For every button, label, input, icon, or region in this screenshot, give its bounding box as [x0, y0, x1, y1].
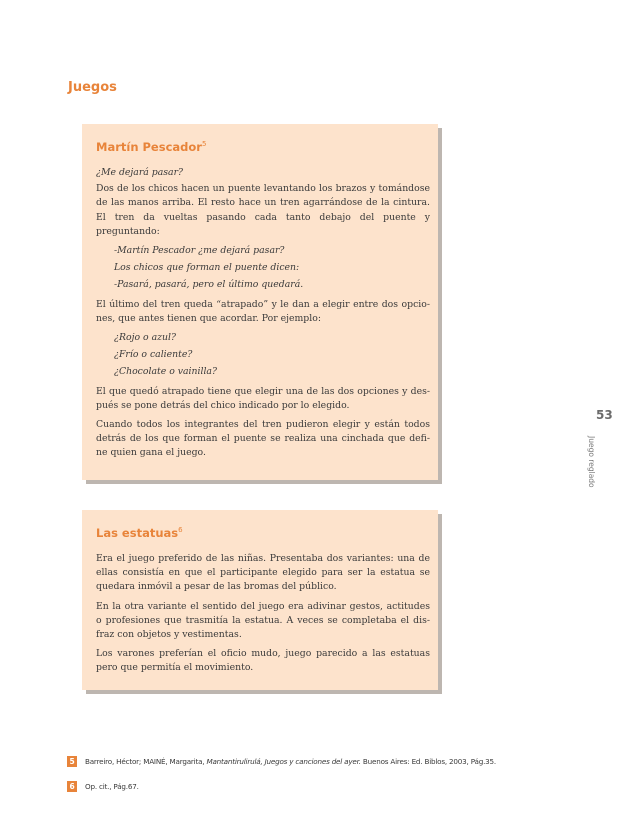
game-box-las-estatuas	[82, 510, 438, 690]
box-title	[96, 526, 438, 540]
paragraph: Cuando todos los integrantes del tren pudieron elegir y están todos detrás de los que forman el puente se realiza una cinchada que defi-ne quien gana el juego.	[96, 419, 430, 459]
box-title	[96, 140, 438, 154]
box-title-text: Las estatuas	[96, 526, 179, 540]
paragraph: El que quedó atrapado tiene que elegir una de las dos opciones y des-pués se pone detrás del chico indicado por lo elegido.	[96, 385, 430, 411]
footnote	[68, 781, 139, 792]
footnote-number: 6	[67, 781, 77, 792]
footnote	[68, 756, 496, 767]
option-line: ¿Rojo o azul?	[114, 332, 176, 344]
option-line: ¿Frío o caliente?	[114, 349, 193, 361]
paragraph: Dos de los chicos hacen un puente levantando los brazos y tomándose de las manos arriba. El resto hace un tren agarrándose de la cintura. El tren da vueltas pasando cada tanto debajo del puente y preguntando:	[96, 183, 430, 237]
footnote-italic-title: Mantantirulirulá, Juegos y canciones del ayer.	[206, 757, 361, 766]
paragraph: Los varones preferían el oficio mudo, juego parecido a las estatuas pero que permitía el movimiento.	[96, 648, 430, 674]
box-title-text: Martín Pescador	[96, 140, 202, 154]
paragraph: En la otra variante el sentido del juego era adivinar gestos, actitudes o profesiones que trasmitía la estatua. A veces se completaba el dis-fraz con objetos y vestimentas.	[96, 600, 430, 641]
box-subtitle-question: ¿Me dejará pasar?	[96, 167, 184, 178]
footnote-number: 5	[67, 756, 77, 767]
paragraph: Era el juego preferido de las niñas. Presentaba dos variantes: una de ellas consistía en que el participante elegido para ser la estatua se quedara inmóvil a pesar de las bromas del público.	[96, 553, 430, 593]
game-box-martin-pescador	[82, 124, 438, 480]
footnote-text: Op. cit., Pág.67.	[85, 782, 139, 791]
footnote-text-end: Buenos Aires: Ed. Biblos, 2003, Pág.35.	[360, 757, 497, 766]
options-group	[96, 331, 438, 380]
footnote-ref: 6	[178, 526, 183, 535]
footnote-text: Barreiro, Héctor; MAINÉ, Margarita,	[85, 757, 207, 766]
dialog-group	[96, 244, 438, 293]
dialog-line: -Martín Pescador ¿me dejará pasar?	[114, 245, 285, 257]
footnote-ref: 5	[201, 140, 207, 149]
paragraph: El último del tren queda “atrapado” y le dan a elegir entre dos opcio-nes, que antes tienen que acordar. Por ejemplo:	[96, 298, 430, 324]
dialog-line: Los chicos que forman el puente dicen:	[114, 262, 300, 274]
page-number: 53	[596, 408, 613, 422]
section-title: Juegos	[68, 80, 117, 95]
option-line: ¿Chocolate o vainilla?	[114, 366, 217, 378]
dialog-line: -Pasará, pasará, pero el último quedará.	[114, 279, 304, 291]
side-section-label: Juego reglado	[587, 436, 596, 488]
